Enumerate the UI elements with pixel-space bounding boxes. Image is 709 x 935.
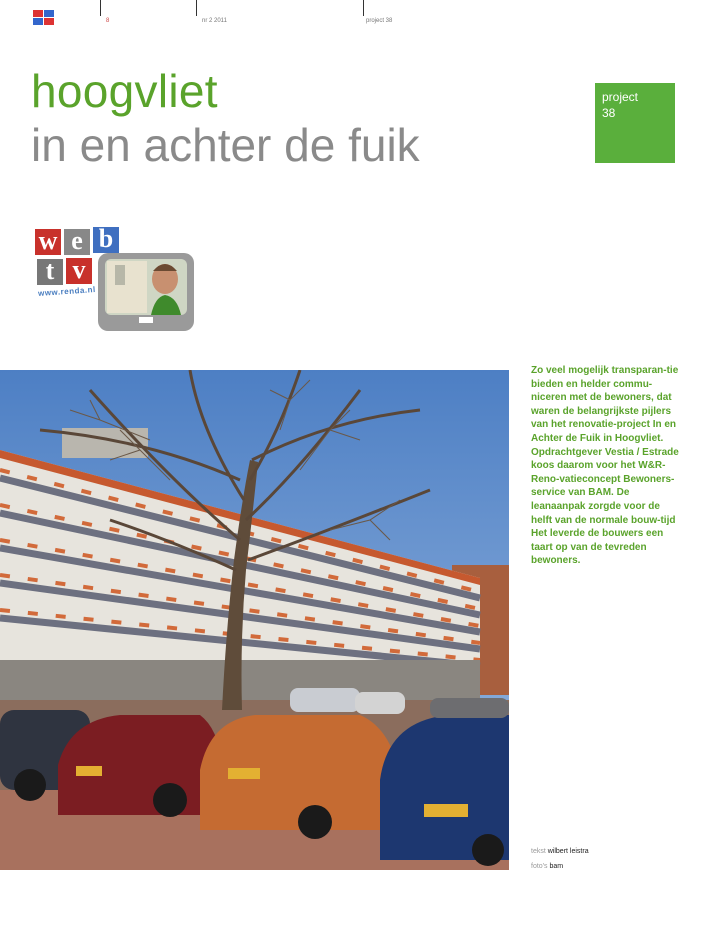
page-title: hoogvliet <box>31 65 218 117</box>
webtv-letter: t <box>37 259 63 285</box>
project-number: 38 <box>602 106 616 120</box>
page-number: 8 <box>106 18 110 24</box>
header-divider <box>363 0 364 16</box>
header-divider <box>100 0 101 16</box>
photo-credit-label: foto's <box>531 863 548 870</box>
magazine-logo-icon <box>33 10 55 26</box>
photo-credit <box>531 863 563 870</box>
project-box <box>595 83 675 163</box>
project-label: project <box>602 90 639 104</box>
text-credit <box>531 848 589 855</box>
webtv-letter: b <box>93 227 119 253</box>
webtv-letter: v <box>66 258 92 284</box>
text-credit-author: wilbert leistra <box>547 848 589 855</box>
photo-credit-author: bam <box>549 863 564 870</box>
webtv-badge[interactable] <box>33 225 198 335</box>
intro-text: Zo veel mogelijk transparan-tie bieden en helder commu-niceren met de bewoners, dat waren de belangrijkste pijlers van het renovatie-project In en Achter de Fuik in Hoogvliet. Opdrachtgever Vestia / Estrade koos daarom voor het W&R-Reno-vatieconcept Bewoners-service van BAM. De leanaanpak zorgde voor de helft van de normale bouw-tijd Het leverde de bouwers een taart op van de tevreden bewoners. <box>531 365 679 567</box>
section-label: project 38 <box>366 18 393 24</box>
webtv-letter: w <box>35 229 61 255</box>
issue-label: nr 2 2011 <box>202 18 227 24</box>
text-credit-label: tekst <box>531 848 546 855</box>
page-subtitle: in en achter de fuik <box>31 119 420 171</box>
building-photo <box>0 370 509 870</box>
webtv-url[interactable]: www.renda.nl <box>37 284 96 299</box>
tv-screen-icon <box>95 251 197 335</box>
header-divider <box>196 0 197 16</box>
webtv-letter: e <box>64 229 90 255</box>
